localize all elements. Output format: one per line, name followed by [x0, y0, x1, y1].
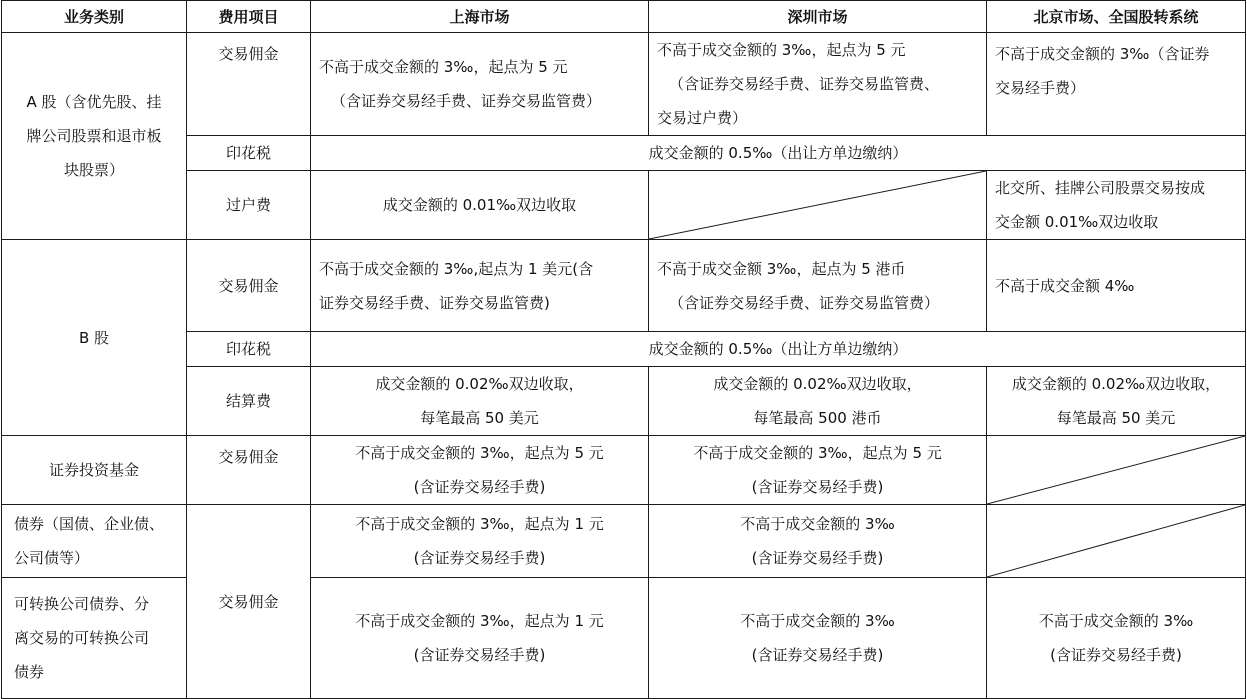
fee-schedule-table: [1, 0, 1246, 699]
convertible-commission-shanghai: 不高于成交金额的 3‰，起点为 1 元 (含证券交易经手费): [311, 578, 649, 699]
header-shanghai: 上海市场: [311, 1, 649, 33]
category-line: 牌公司股票和退市板: [26, 127, 162, 145]
category-fund: 证券投资基金: [2, 436, 187, 505]
a-share-transfer-shanghai: 成交金额的 0.01‰双边收取: [311, 171, 649, 240]
table-row: [2, 332, 1246, 367]
b-share-stamp-tax-value: 成交金额的 0.5‰（出让方单边缴纳）: [311, 332, 1246, 367]
category-b-share: B 股: [2, 240, 187, 436]
fee-item-commission: 交易佣金: [187, 240, 311, 332]
fee-item-commission: 交易佣金: [187, 33, 311, 136]
table-row: [2, 505, 1246, 578]
b-share-settlement-shenzhen: 成交金额的 0.02‰双边收取， 每笔最高 500 港币: [649, 367, 987, 436]
b-share-commission-beijing: 不高于成交金额 4‰: [987, 240, 1246, 332]
category-bonds: 债券（国债、企业债、 公司债等）: [2, 505, 187, 578]
header-beijing: 北京市场、全国股转系统: [987, 1, 1246, 33]
fee-item-transfer: 过户费: [187, 171, 311, 240]
b-share-settlement-shanghai: 成交金额的 0.02‰双边收取， 每笔最高 50 美元: [311, 367, 649, 436]
table-row: [2, 136, 1246, 171]
category-a-share: [2, 33, 187, 240]
a-share-commission-shenzhen: 不高于成交金额的 3‰，起点为 5 元 （含证券交易经手费、证券交易监管费、 交易过户费）: [649, 33, 987, 136]
bonds-commission-shanghai: 不高于成交金额的 3‰，起点为 1 元 (含证券交易经手费): [311, 505, 649, 578]
table-row: [2, 436, 1246, 505]
header-fee-item: 费用项目: [187, 1, 311, 33]
a-share-stamp-tax-value: 成交金额的 0.5‰（出让方单边缴纳）: [311, 136, 1246, 171]
header-shenzhen: 深圳市场: [649, 1, 987, 33]
fee-item-stamp-tax: 印花税: [187, 136, 311, 171]
a-share-commission-shanghai: 不高于成交金额的 3‰，起点为 5 元 （含证券交易经手费、证券交易监管费）: [311, 33, 649, 136]
fee-item-commission-shared: 交易佣金: [187, 505, 311, 699]
fund-commission-shanghai: 不高于成交金额的 3‰，起点为 5 元 (含证券交易经手费): [311, 436, 649, 505]
table-row: [2, 171, 1246, 240]
convertible-commission-shenzhen: 不高于成交金额的 3‰ (含证券交易经手费): [649, 578, 987, 699]
b-share-settlement-beijing: 成交金额的 0.02‰双边收取， 每笔最高 50 美元: [987, 367, 1246, 436]
category-line: 块股票）: [63, 161, 124, 179]
b-share-commission-shenzhen: 不高于成交金额 3‰，起点为 5 港币 （含证券交易经手费、证券交易监管费）: [649, 240, 987, 332]
not-applicable-cell: [649, 171, 987, 240]
a-share-transfer-beijing: 北交所、挂牌公司股票交易按成 交金额 0.01‰双边收取: [987, 171, 1246, 240]
diagonal-slash: [649, 171, 986, 239]
bonds-commission-shenzhen: 不高于成交金额的 3‰ (含证券交易经手费): [649, 505, 987, 578]
table-row: [2, 33, 1246, 136]
diagonal-slash: [987, 436, 1245, 504]
category-line: A 股（含优先股、挂: [26, 93, 162, 111]
diagonal-slash: [987, 505, 1245, 577]
category-convertible-bonds: 可转换公司债券、分 离交易的可转换公司 债券: [2, 578, 187, 699]
fund-commission-shenzhen: 不高于成交金额的 3‰，起点为 5 元 (含证券交易经手费): [649, 436, 987, 505]
fee-item-settlement: 结算费: [187, 367, 311, 436]
b-share-commission-shanghai: 不高于成交金额的 3‰,起点为 1 美元(含 证券交易经手费、证券交易监管费): [311, 240, 649, 332]
a-share-commission-beijing: 不高于成交金额的 3‰（含证券 交易经手费）: [987, 33, 1246, 136]
fee-item-stamp-tax: 印花税: [187, 332, 311, 367]
convertible-commission-beijing: 不高于成交金额的 3‰ (含证券交易经手费): [987, 578, 1246, 699]
header-row: [2, 1, 1246, 33]
header-business-type: 业务类别: [2, 1, 187, 33]
table-row: [2, 367, 1246, 436]
not-applicable-cell: [987, 436, 1246, 505]
fee-item-commission: 交易佣金: [187, 436, 311, 505]
table-row: [2, 240, 1246, 332]
not-applicable-cell: [987, 505, 1246, 578]
